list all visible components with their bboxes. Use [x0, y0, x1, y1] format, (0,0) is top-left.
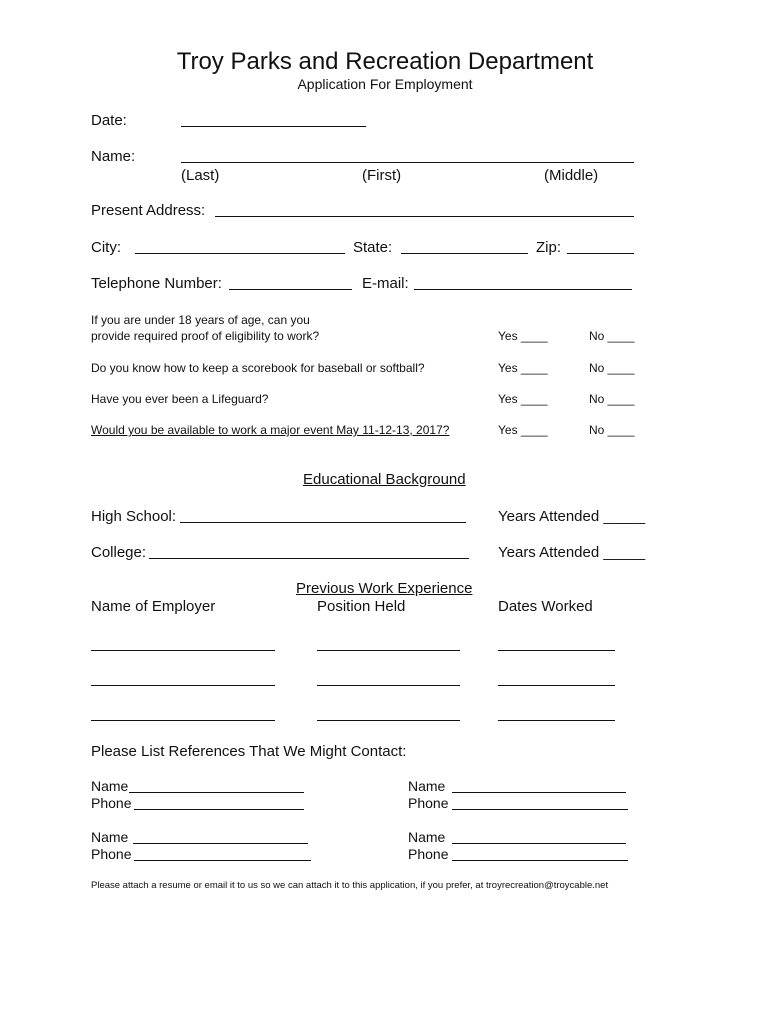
name-label: Name:	[91, 148, 136, 165]
state-field[interactable]	[401, 253, 528, 254]
question-2: Do you know how to keep a scorebook for baseball or softball?	[91, 361, 425, 375]
question-3-yes[interactable]: Yes ____	[498, 392, 548, 406]
question-1-yes[interactable]: Yes ____	[498, 329, 548, 343]
address-field[interactable]	[215, 216, 634, 217]
name-middle-caption: (Middle)	[544, 167, 599, 184]
email-field[interactable]	[414, 289, 632, 290]
page-subtitle: Application For Employment	[297, 76, 473, 92]
address-label: Present Address:	[91, 202, 206, 219]
ref-2-name-field[interactable]	[452, 792, 626, 793]
state-label: State:	[353, 239, 393, 256]
ref-1-phone-label: Phone	[91, 795, 132, 811]
ref-4-name-field[interactable]	[452, 843, 626, 844]
dates-field-3[interactable]	[498, 720, 615, 721]
high-school-field[interactable]	[180, 522, 466, 523]
ref-2-phone-label: Phone	[408, 795, 449, 811]
ref-4-phone-field[interactable]	[452, 860, 628, 861]
dates-field-1[interactable]	[498, 650, 615, 651]
name-first-caption: (First)	[362, 167, 402, 184]
city-label: City:	[91, 239, 121, 256]
ref-4-name-label: Name	[408, 829, 446, 845]
ref-3-phone-label: Phone	[91, 846, 132, 862]
college-label: College:	[91, 544, 147, 561]
ref-1-name-label: Name	[91, 778, 129, 794]
col-employer: Name of Employer	[91, 598, 216, 615]
question-2-no[interactable]: No ____	[589, 361, 635, 375]
date-field[interactable]	[181, 126, 366, 127]
ref-4-phone-label: Phone	[408, 846, 449, 862]
ref-1-name-field[interactable]	[129, 792, 304, 793]
telephone-label: Telephone Number:	[91, 275, 222, 292]
telephone-field[interactable]	[229, 289, 352, 290]
date-label: Date:	[91, 112, 127, 129]
employer-field-2[interactable]	[91, 685, 275, 686]
ref-3-name-label: Name	[91, 829, 129, 845]
zip-field[interactable]	[567, 253, 634, 254]
high-school-label: High School:	[91, 508, 177, 525]
dates-field-2[interactable]	[498, 685, 615, 686]
education-heading: Educational Background	[303, 471, 466, 488]
name-last-caption: (Last)	[181, 167, 220, 184]
city-field[interactable]	[135, 253, 345, 254]
footer-note: Please attach a resume or email it to us so we can attach it to this application, if you prefer, at troyrecreation@troycable.net	[91, 880, 609, 891]
ref-2-name-label: Name	[408, 778, 446, 794]
question-4-yes[interactable]: Yes ____	[498, 423, 548, 437]
years-attended-hs[interactable]: Years Attended _____	[498, 508, 646, 525]
ref-3-phone-field[interactable]	[134, 860, 311, 861]
name-field[interactable]	[181, 162, 634, 163]
col-position: Position Held	[317, 598, 406, 615]
ref-1-phone-field[interactable]	[134, 809, 304, 810]
work-heading: Previous Work Experience	[296, 580, 473, 597]
references-heading: Please List References That We Might Contact:	[91, 743, 407, 760]
position-field-2[interactable]	[317, 685, 460, 686]
email-label: E-mail:	[362, 275, 409, 292]
question-4-no[interactable]: No ____	[589, 423, 635, 437]
employer-field-3[interactable]	[91, 720, 275, 721]
question-1-line2: provide required proof of eligibility to work?	[91, 329, 320, 343]
ref-3-name-field[interactable]	[133, 843, 308, 844]
position-field-3[interactable]	[317, 720, 460, 721]
years-attended-college[interactable]: Years Attended _____	[498, 544, 646, 561]
question-2-yes[interactable]: Yes ____	[498, 361, 548, 375]
zip-label: Zip:	[536, 239, 562, 256]
col-dates: Dates Worked	[498, 598, 593, 615]
question-3-no[interactable]: No ____	[589, 392, 635, 406]
ref-2-phone-field[interactable]	[452, 809, 628, 810]
question-3: Have you ever been a Lifeguard?	[91, 392, 269, 406]
question-1-line1: If you are under 18 years of age, can you	[91, 313, 310, 327]
question-1-no[interactable]: No ____	[589, 329, 635, 343]
college-field[interactable]	[149, 558, 469, 559]
employer-field-1[interactable]	[91, 650, 275, 651]
position-field-1[interactable]	[317, 650, 460, 651]
question-4: Would you be available to work a major event May 11-12-13, 2017?	[91, 423, 450, 437]
page-title: Troy Parks and Recreation Department	[176, 48, 594, 75]
